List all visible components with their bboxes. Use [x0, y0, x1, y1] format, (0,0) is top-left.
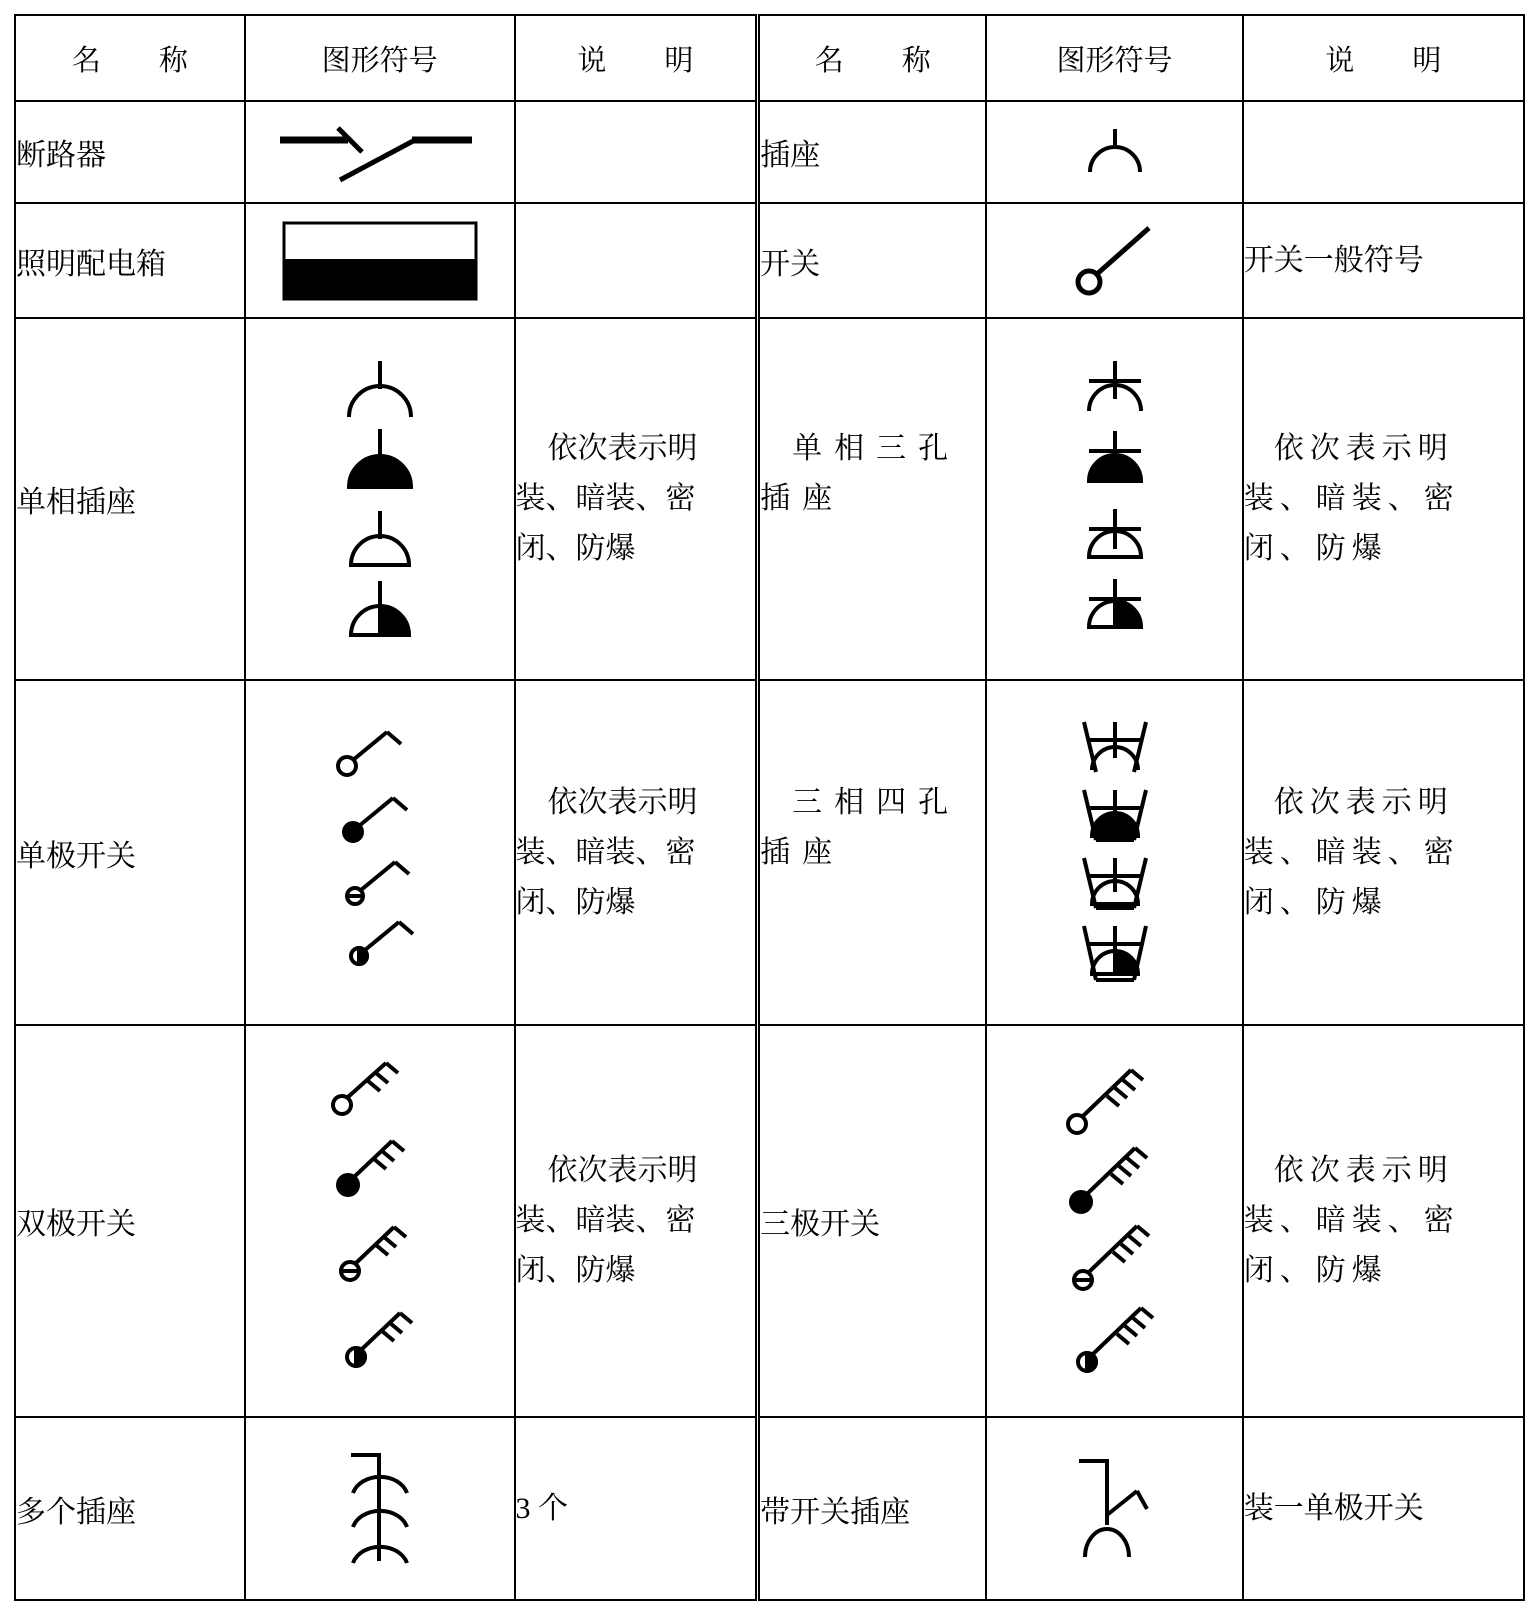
table-row [15, 101, 1524, 202]
row-desc: 依次表示明装、暗装、密闭、防爆 [515, 1025, 758, 1418]
row-desc [1243, 101, 1524, 202]
circuit-breaker-icon [280, 122, 480, 182]
row-name-single-phase-three-hole [758, 318, 987, 680]
single-phase-three-hole-socket-icons [1075, 359, 1155, 639]
electrical-symbol-table [14, 14, 1525, 1601]
lighting-distribution-box-icon [282, 221, 478, 301]
row-name-single-pole-switch: 单极开关 [15, 680, 245, 1024]
table-row [15, 203, 1524, 319]
socket-with-switch-icon [1075, 1457, 1155, 1561]
row-desc: 依次表示明装、暗装、密闭、防爆 [1243, 1025, 1524, 1418]
row-desc: 依次表示明装、暗装、密闭、防爆 [1243, 680, 1524, 1024]
header-name-right: 名 称 [758, 15, 987, 101]
socket-icon [1085, 127, 1145, 177]
table-row [15, 1417, 1524, 1600]
row-name-single-phase-socket: 单相插座 [15, 318, 245, 680]
table-row [15, 318, 1524, 680]
row-desc [515, 101, 758, 202]
row-desc: 依次表示明装、暗装、密闭、防爆 [515, 318, 758, 680]
row-name-text: 三相四孔插座 [760, 785, 961, 869]
row-name-socket-with-switch: 带开关插座 [758, 1417, 987, 1600]
single-phase-socket-icons [335, 359, 425, 639]
multiple-socket-icon [345, 1451, 415, 1567]
header-symbol-left: 图形符号 [245, 15, 515, 101]
row-name-text: 单相三孔插座 [760, 432, 961, 516]
header-row [15, 15, 1524, 101]
row-desc: 依次表示明装、暗装、密闭、防爆 [515, 680, 758, 1024]
double-pole-switch-icons [330, 1061, 430, 1381]
table-row [15, 1025, 1524, 1418]
header-desc-right: 说 明 [1243, 15, 1524, 101]
single-pole-switch-icons [335, 728, 425, 978]
row-name-double-pole-switch: 双极开关 [15, 1025, 245, 1418]
table-row [15, 680, 1524, 1024]
three-phase-four-hole-socket-icons [1080, 718, 1150, 988]
row-name-switch: 开关 [758, 203, 987, 319]
row-name-three-phase-four-hole [758, 680, 987, 1024]
row-name-multiple-socket: 多个插座 [15, 1417, 245, 1600]
header-name-left: 名 称 [15, 15, 245, 101]
row-name-lighting-box: 照明配电箱 [15, 203, 245, 319]
row-desc [515, 203, 758, 319]
row-desc: 开关一般符号 [1243, 203, 1524, 319]
switch-icon [1075, 224, 1155, 298]
header-desc-left: 说 明 [515, 15, 758, 101]
row-desc: 依次表示明装、暗装、密闭、防爆 [1243, 318, 1524, 680]
row-name-socket: 插座 [758, 101, 987, 202]
triple-pole-switch-icons [1065, 1066, 1165, 1376]
row-desc: 3 个 [515, 1417, 758, 1600]
header-symbol-right: 图形符号 [986, 15, 1242, 101]
row-name-triple-pole-switch: 三极开关 [758, 1025, 987, 1418]
row-desc: 装一单极开关 [1243, 1417, 1524, 1600]
row-name-circuit-breaker: 断路器 [15, 101, 245, 202]
